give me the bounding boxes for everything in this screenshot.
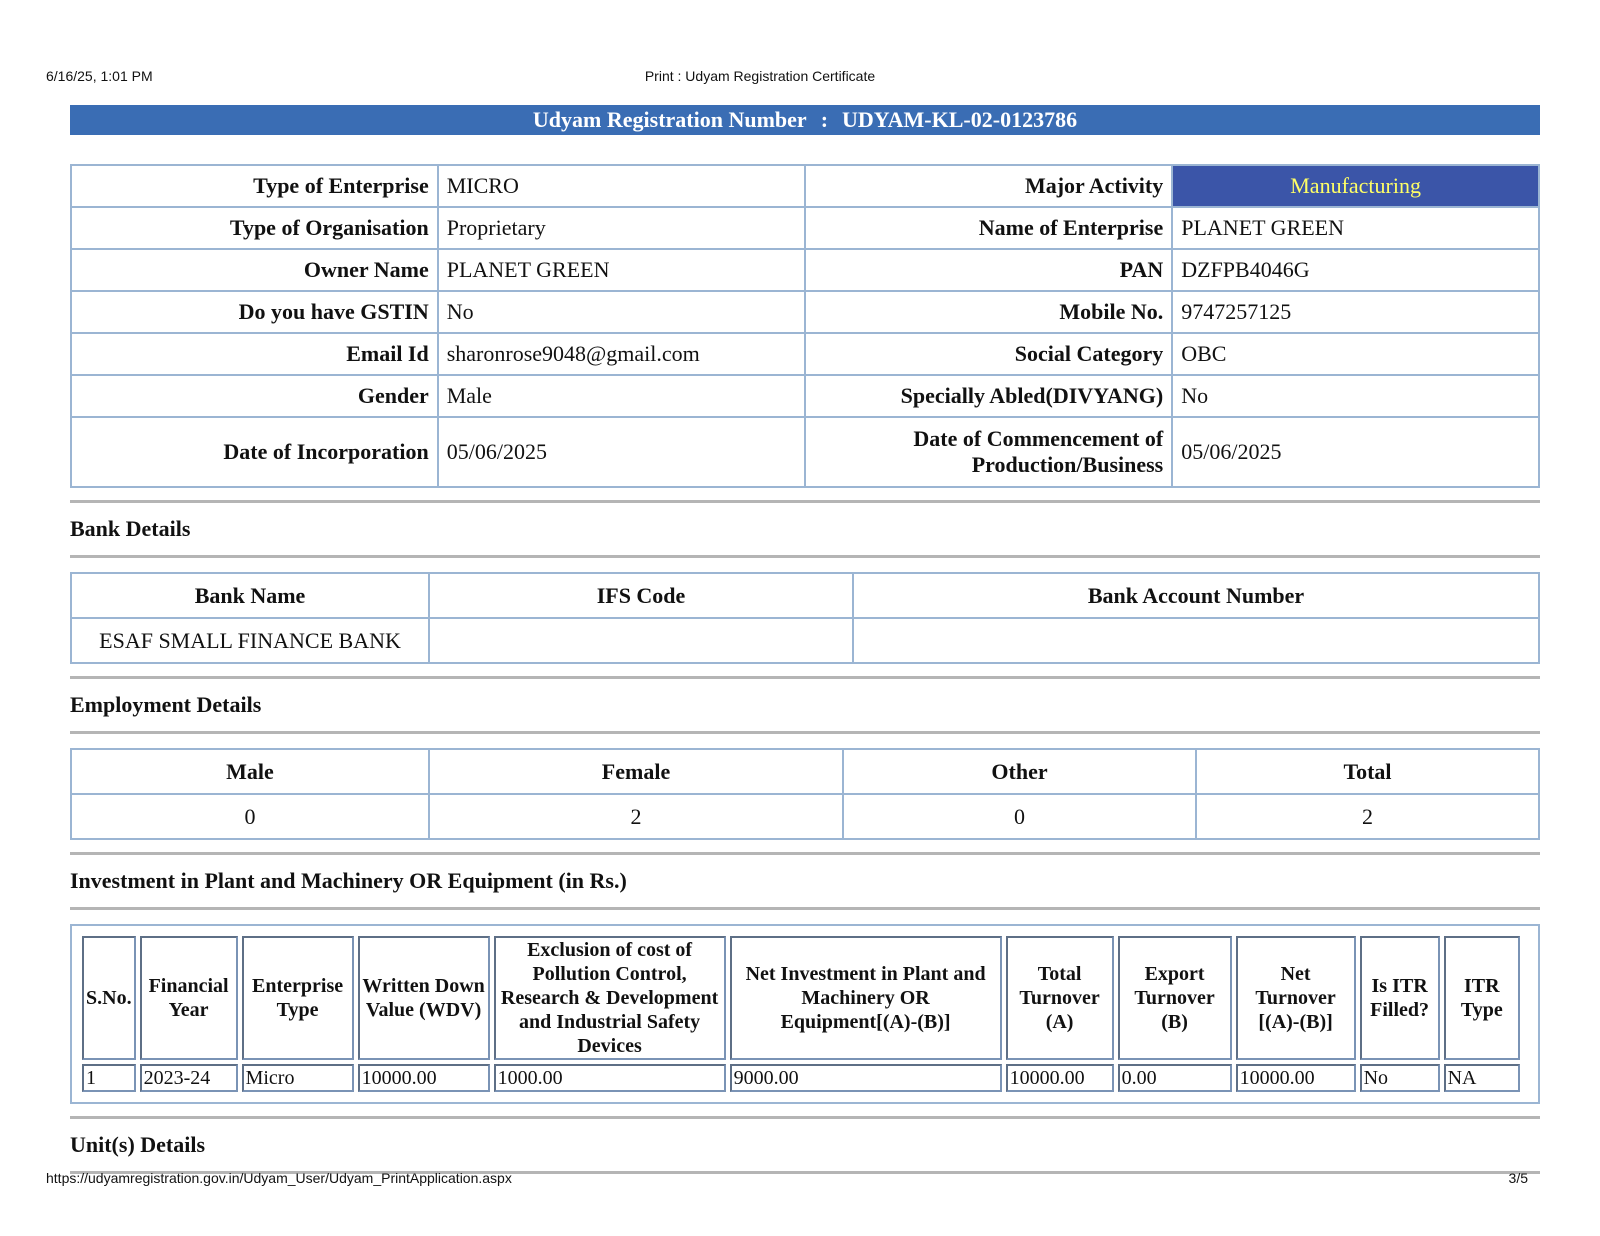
owner-name-value: PLANET GREEN xyxy=(438,249,805,291)
date-of-commencement-label: Date of Commencement of Production/Business xyxy=(805,417,1172,487)
registration-separator: : xyxy=(820,107,829,132)
social-category-value: OBC xyxy=(1172,333,1539,375)
units-title: Unit(s) Details xyxy=(70,1132,206,1157)
total-header: Total xyxy=(1196,749,1539,794)
itr-filled-cell: No xyxy=(1360,1064,1440,1092)
email-label: Email Id xyxy=(71,333,438,375)
gender-label: Gender xyxy=(71,375,438,417)
table-row xyxy=(71,794,1539,839)
investment-table-frame xyxy=(70,924,1540,1104)
investment-table xyxy=(78,932,1524,1096)
info-row xyxy=(71,291,1539,333)
enterprise-type-cell: Micro xyxy=(242,1064,354,1092)
bank-details-title: Bank Details xyxy=(70,516,191,541)
gstin-label: Do you have GSTIN xyxy=(71,291,438,333)
enterprise-type-header: Enterprise Type xyxy=(242,936,354,1060)
name-of-enterprise-label: Name of Enterprise xyxy=(805,207,1172,249)
email-value: sharonrose9048@gmail.com xyxy=(438,333,805,375)
registration-number-bar xyxy=(70,105,1540,135)
exclusion-cost-cell: 1000.00 xyxy=(494,1064,726,1092)
info-row xyxy=(71,333,1539,375)
wdv-cell: 10000.00 xyxy=(358,1064,490,1092)
info-row xyxy=(71,249,1539,291)
social-category-label: Social Category xyxy=(805,333,1172,375)
bank-name-value: ESAF SMALL FINANCE BANK xyxy=(71,618,429,663)
table-header-row xyxy=(71,573,1539,618)
specially-abled-label: Specially Abled(DIVYANG) xyxy=(805,375,1172,417)
units-section xyxy=(70,1116,1540,1174)
divider xyxy=(70,555,1540,558)
net-investment-header: Net Investment in Plant and Machinery OR Equipment[(A)-(B)] xyxy=(730,936,1002,1060)
registration-label: Udyam Registration Number xyxy=(532,107,807,132)
table-header-row xyxy=(82,936,1520,1060)
print-datetime: 6/16/25, 1:01 PM xyxy=(46,68,153,84)
type-of-organisation-label: Type of Organisation xyxy=(71,207,438,249)
female-header: Female xyxy=(429,749,843,794)
sno-cell: 1 xyxy=(82,1064,136,1092)
other-header: Other xyxy=(843,749,1196,794)
date-of-incorporation-value: 05/06/2025 xyxy=(438,417,805,487)
total-turnover-header: Total Turnover (A) xyxy=(1006,936,1114,1060)
total-count: 2 xyxy=(1196,794,1539,839)
mobile-value: 9747257125 xyxy=(1172,291,1539,333)
ifs-code-header: IFS Code xyxy=(429,573,853,618)
owner-name-label: Owner Name xyxy=(71,249,438,291)
page-number: 3/5 xyxy=(1508,1170,1528,1186)
wdv-header: Written Down Value (WDV) xyxy=(358,936,490,1060)
male-header: Male xyxy=(71,749,429,794)
table-row xyxy=(71,618,1539,663)
divider xyxy=(70,731,1540,734)
info-row xyxy=(71,207,1539,249)
account-number-value xyxy=(853,618,1539,663)
net-turnover-cell: 10000.00 xyxy=(1236,1064,1356,1092)
certificate-content xyxy=(70,105,1540,1174)
itr-filled-header: Is ITR Filled? xyxy=(1360,936,1440,1060)
table-row xyxy=(82,1064,1520,1092)
gstin-value: No xyxy=(438,291,805,333)
type-of-organisation-value: Proprietary xyxy=(438,207,805,249)
divider xyxy=(70,907,1540,910)
exclusion-cost-header: Exclusion of cost of Pollution Control, Research & Development and Industrial Safety Devices xyxy=(494,936,726,1060)
bank-name-header: Bank Name xyxy=(71,573,429,618)
type-of-enterprise-label: Type of Enterprise xyxy=(71,165,438,207)
sno-header: S.No. xyxy=(82,936,136,1060)
info-row xyxy=(71,375,1539,417)
financial-year-header: Financial Year xyxy=(140,936,238,1060)
account-number-header: Bank Account Number xyxy=(853,573,1539,618)
print-title: Print : Udyam Registration Certificate xyxy=(644,68,876,84)
itr-type-cell: NA xyxy=(1444,1064,1520,1092)
employment-details-title: Employment Details xyxy=(70,692,262,717)
export-turnover-cell: 0.00 xyxy=(1118,1064,1232,1092)
investment-section xyxy=(70,852,1540,1104)
mobile-label: Mobile No. xyxy=(805,291,1172,333)
date-of-commencement-value: 05/06/2025 xyxy=(1172,417,1539,487)
employment-details-table xyxy=(70,748,1540,840)
pan-value: DZFPB4046G xyxy=(1172,249,1539,291)
total-turnover-cell: 10000.00 xyxy=(1006,1064,1114,1092)
ifs-code-value xyxy=(429,618,853,663)
other-count: 0 xyxy=(843,794,1196,839)
type-of-enterprise-value: MICRO xyxy=(438,165,805,207)
registration-number: UDYAM-KL-02-0123786 xyxy=(842,107,1078,132)
financial-year-cell: 2023-24 xyxy=(140,1064,238,1092)
name-of-enterprise-value: PLANET GREEN xyxy=(1172,207,1539,249)
date-of-incorporation-label: Date of Incorporation xyxy=(71,417,438,487)
table-header-row xyxy=(71,749,1539,794)
net-turnover-header: Net Turnover [(A)-(B)] xyxy=(1236,936,1356,1060)
specially-abled-value: No xyxy=(1172,375,1539,417)
info-row xyxy=(71,165,1539,207)
male-count: 0 xyxy=(71,794,429,839)
net-investment-cell: 9000.00 xyxy=(730,1064,1002,1092)
employment-details-section xyxy=(70,676,1540,840)
major-activity-value: Manufacturing xyxy=(1172,165,1539,207)
page-url: https://udyamregistration.gov.in/Udyam_User/Udyam_PrintApplication.aspx xyxy=(46,1170,512,1186)
bank-details-table xyxy=(70,572,1540,664)
enterprise-info-table xyxy=(70,164,1540,488)
bank-details-section xyxy=(70,500,1540,664)
major-activity-label: Major Activity xyxy=(805,165,1172,207)
gender-value: Male xyxy=(438,375,805,417)
info-row xyxy=(71,417,1539,487)
female-count: 2 xyxy=(429,794,843,839)
investment-title: Investment in Plant and Machinery OR Equipment (in Rs.) xyxy=(70,868,627,893)
itr-type-header: ITR Type xyxy=(1444,936,1520,1060)
export-turnover-header: Export Turnover (B) xyxy=(1118,936,1232,1060)
pan-label: PAN xyxy=(805,249,1172,291)
